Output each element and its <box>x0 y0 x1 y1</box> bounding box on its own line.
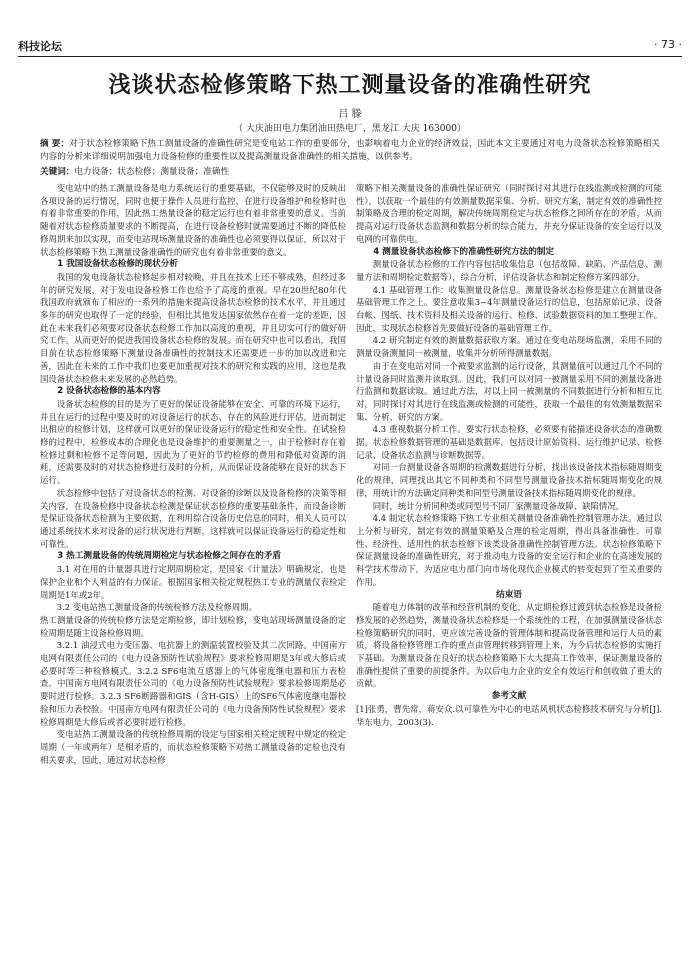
body-paragraph: 变电站热工测量设备的传统检修周期的设定与国家相关检定规程中规定的检定周期（一年或两年）是相矛盾的，而状态检修策略下对热工测量设备的定检也没有相关要求，因此，通过对状态检修 <box>40 729 346 765</box>
body-paragraph: 测量设备状态检修的工作内容包括收集信息（包括故障、缺陷、产品信息、测量方法和周期检定数据等），综合分析，评估设备状态和制定检修方案四部分。 <box>356 259 662 282</box>
section-heading: 1 我国设备状态检修的现状分析 <box>57 259 178 270</box>
keywords-label: 关键词： <box>40 167 75 177</box>
body-paragraph: 对同一台测量设备各周期的检测数据进行分析，找出该设备技术指标随周期变化的规律，同理找出其它不同种类和不同型号测量设备技术指标随周期变化的规律，用统计的方法确定同种类和同型号测量设备技术指标随周期变化的规律。 <box>356 462 662 498</box>
body-paragraph: 3.2 变电站热工测量设备的传统检修方法及检修周期。 <box>56 602 258 613</box>
body-paragraph: 由于在变电站对同一个被要求监测的运行设备，其测量值可以通过几个不同的计量设备同时监测并读取到。因此，我们可以对同一被测量采用不同的测量设备进行监测和数据读取。通过此方法，对以上同一被测量的不同数据进行分析和相互比对，同时探讨对其进行在线监测或检测的可能性，获取一个最佳的有效测量数据采集、分析、研究的方案。 <box>356 360 662 422</box>
body-paragraph: 4.2 研究制定有效的测量数据获取方案。通过在变电站现场监测，采用不同的测量设备测量同一被测量，收集并分析所得测量数据。 <box>356 335 662 359</box>
author: 吕 滕 <box>338 109 362 120</box>
body-paragraph: 我国的发电设备状态检修起步相对较晚，并且在技术上还不够成熟，但经过多年的研究发展，对于发电设备检修工作也给予了高度的重视。早在20世纪80年代我国政府就颁布了相应的一系列的措施来提高设备状态检修的技术水平，并且通过多年的研究也取得了一定的经验，但相比其他发达国家依然存在着一定的差距，因此在未来我们必须要对设备状态检修工作加以高度的重视，并且切实可行的做好研究工作。从而更好的促进我国设备状态检修的发展。而在研究中也可以看出，我国目前在状态检修策略下测量设备准确性的控制技术还需要进一步的加以改进和完善，因此在未来的工作中我们也要更加重视对技术的研究和实践的应用，这也是我国设备状态检修未来发展的必然趋势。 <box>40 271 346 384</box>
body-paragraph: 热工测量设备的传统检修方法是定期检修，即计划检修，变电站现场测量设备的定检周期是随主设备检修周期。 <box>40 614 346 638</box>
body-paragraph: 4.3 重视数据分析工作。要实行状态检修，必须要有能描述设备状态的准确数据。状态检修数据管理的基础是数据库，包括设计原始资料、运行维护记录、检修记录、设备状态监测与诊断数据等。 <box>356 424 662 460</box>
keywords-text: 电力设备；状态检修；测量设备；准确性 <box>74 167 230 177</box>
abstract-text: 对于状态检修策略下热工测量设备的准确性研究是变电站工作的重要部分，也影响着电力企业的经济效益，因此本文主要通过对电力设备状态检修策略相关内容的分析来详细说明加强电力设备检修的重要性以及提高测量设备准确性的相关措施，以供参考。 <box>40 139 660 162</box>
section-heading: 3 热工测量设备的传统周期检定与状态检修之间存在的矛盾 <box>57 551 282 562</box>
body-paragraph: 3.2.1 油浸式电力变压器、电抗器上的测温装置校验及其二次回路。中国南方电网有限责任公司的《电力设备预防性试验规程》要求检修周期是3年或大修后或必要时等三种检修模式。3.2.2 SF6电流互感器上的气体密度继电器和压力表检查。中国南方电网有限责任公司的《电力设备预防性试验规程》要求检修周期是必要时进行检修。3.2.3 SF6断路器和GIS（含H-GIS）上的SF6气体密度继电器校验和压力表校验。中国南方电网有限责任公司的《电力设备预防性试验规程》要求检修周期是大修后或者必要时进行检修。 <box>40 640 346 727</box>
body-paragraph: 4.1 基础管理工作：收集测量设备信息。测量设备状态检修是建立在测量设备基础管理工作之上。要注意收集3~4年测量设备运行的信息，包括原始记录、设备台帐、图纸、技术资料及相关设备的运行、检修、试验数据资料的加工整理工作。因此，实现状态检修首先要做好设备的基础管理工作。 <box>356 284 662 333</box>
section-heading: 4 测量设备状态检修下的准确性研究方法的制定 <box>373 246 555 257</box>
section-heading: 结束语 <box>496 589 522 600</box>
reference-item: [1]张勇，曹先常，蒋安众.以可靠性为中心的电站风机状态检修技术研究与分析[J].华东电力，2003(3). <box>356 703 662 727</box>
body-paragraph: 状态检修中包括了对设备状态的检测、对设备的诊断以及设备检修的决策等相关内容，在设备检修中设备状态检测是保证状态检修的重要基础条件，而设备诊断是保证设备状态检测为主要依据，在利用综合设备历史信息的同时，相关人员可以通过系统技术来对设备的运行状况进行判断，这样就可以保证设备运行的稳定性和可靠性。 <box>40 487 346 549</box>
body-paragraph: 同时，统计分析同种类或同型号不同厂家测量设备故障、缺陷情况。 <box>372 500 625 511</box>
header-rule <box>18 56 682 57</box>
body-paragraph: 随着电力体制的改革和经营机制的变化，从定期检修过渡到状态检修是设备检修发展的必然趋势，测量设备状态检修是一个系统性的工程，在加强测量设备状态检修策略研究的同时，更应该完善设备的管理体制和提高设备管理和运行人员的素质，将设备检修管理工作的重点由管理转移到管理上来，为今后状态检修的实施打下基础。为测量设备在良好的状态检修策略下大大提高工作效率，保证测量设备的准确性提供了重要的前提条件。为以后电力企业的安全有效运行和创收做了重大的贡献。 <box>356 602 662 689</box>
running-header <box>18 38 682 54</box>
abstract-label: 摘 要： <box>40 139 70 149</box>
left-column <box>40 182 346 927</box>
article-title: 浅谈状态检修策略下热工测量设备的准确性研究 <box>108 73 592 98</box>
body-paragraph: 设备状态检修的目的是为了更好的保证设备能够在安全、可靠的环境下运行，并且在运行的过程中要及时的对设备运行的状态、存在的风险进行评估，进而制定出相应的检修计划，这样就可以更好的保证设备运行的稳定性和安全性。在试验检修的过程中，检修成本的合理化也是设备维护的重要测量之一，由于检修时存在着检修过剩和检修不足等问题，因此为了更好的节约检修的费用和降低对资源的消耗，还需要及时的对状态检修进行及时的分析，从而保证设备能够在良好的状态下运行。 <box>40 398 346 486</box>
body-paragraph: 策略下相关测量设备的准确性保证研究（同时探讨对其进行在线监测或检测的可能性），以获取一个最佳的有效测量数据采集、分析、研究方案，制定有效的准确性控制策略及合理的检定周期，解决传统周期检定与状态检修之间所存在的矛盾，从而提高对运行设备状态监测和数据分析的综合能力，并充分保证设备的安全运行以及电网的可靠供电。 <box>356 183 662 244</box>
body-paragraph: 3.1 对在用的计量器具进行定期周期检定，是国家《计量法》明确规定，也是保护企业和个人利益的有力保证。根据国家相关检定规程热工专业的测量仪表检定周期是1年或2年。 <box>40 564 346 600</box>
abstract <box>40 138 660 164</box>
journal-name: 科技论坛 <box>18 40 62 53</box>
body-paragraph: 4.4 制定状态检修策略下热工专业相关测量设备准确性控制管理办法。通过以上分析与研究，制定有效的测量策略及合理的检定周期，得出具备准确性、可靠性、经济性、适用性的状态检修下该类设备准确性控制管理方法。状态检修策略下保证测量设备的准确性研究，对于推动电力设备的安全运行和企业的在高速发展的科学技术带动下，为适应电力部门向市场化现代企业模式的转变起到了至关重要的作用。 <box>356 513 662 587</box>
section-heading: 参考文献 <box>491 691 527 702</box>
section-heading: 2 设备状态检修的基本内容 <box>57 386 161 397</box>
affiliation: （ 大庆油田电力集团油田热电厂，黑龙江 大庆 163000） <box>234 124 466 134</box>
page-number: · 73 · <box>654 38 682 51</box>
body-paragraph: 变电站中的热工测量设备是电力系统运行的重要基础，不仅能够及时的反映出各项设备的运行情况，同时也便于操作人员进行监控，在进行设备维护和检修时也有着非常重要的作用，因此热工热量设备的稳定运行也有着非常重要的意义。当前随着对状态检修质量要求的不断提高，在进行设备检修时就需要通过不断的降低检修周期来加以实现，而变电站现场测量设备的准确性也必须要得以保证，所以对于状态检修策略下热工测量设备准确性的研究也有着非常重要的意义。 <box>40 183 346 257</box>
keywords <box>40 166 660 179</box>
right-column <box>356 182 662 927</box>
